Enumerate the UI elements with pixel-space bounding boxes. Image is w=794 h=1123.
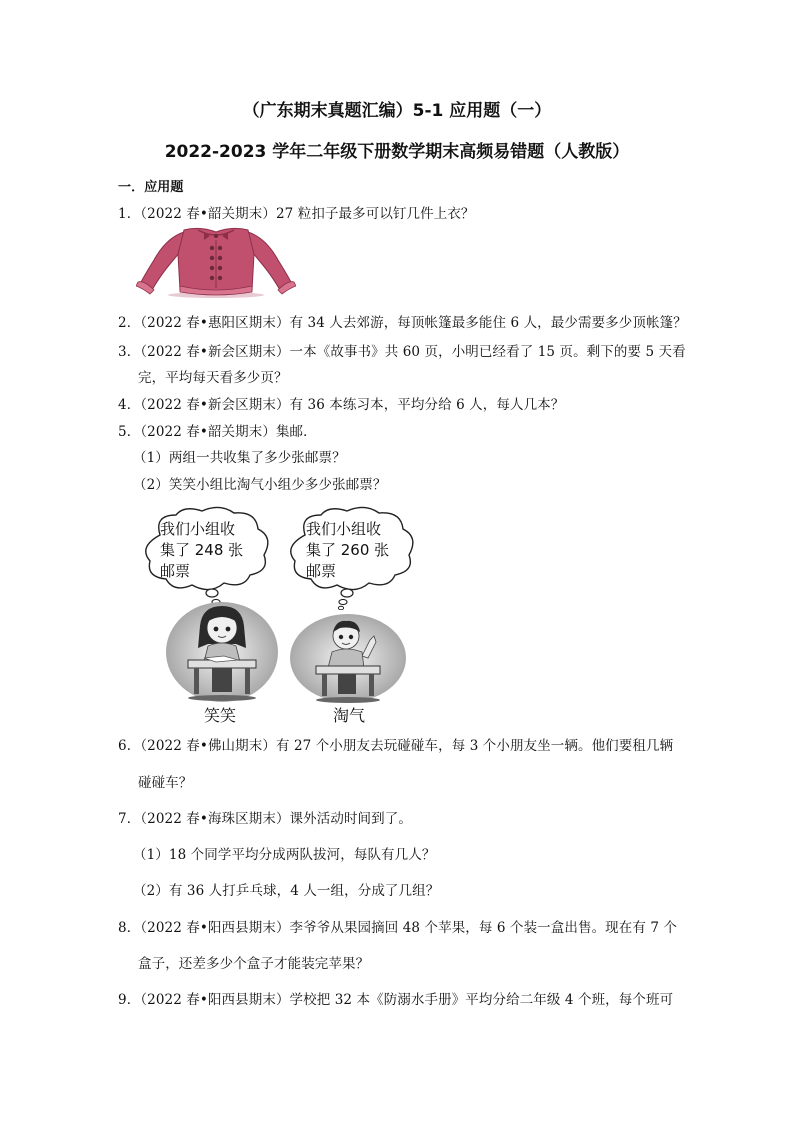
question-2: 2．（2022 春•惠阳区期末）有 34 人去郊游，每顶帐篷最多能住 6 人，最少需要多少顶帐篷？	[118, 315, 687, 331]
question-6-line-1: 6．（2022 春•佛山期末）有 27 个小朋友去玩碰碰车，每 3 个小朋友坐一辆。他们要租几辆	[118, 738, 674, 754]
name-label-xiaoxiao: 笑笑	[204, 706, 237, 725]
question-6-line-2: 碰碰车？	[138, 775, 193, 791]
question-8-line-2: 盒子，还差多少个盒子才能装完苹果？	[138, 956, 370, 972]
document-subtitle: 2022-2023 学年二年级下册数学期末高频易错题（人教版）	[164, 142, 630, 162]
boy-at-desk-image	[290, 612, 406, 704]
question-7-part-1: （1）18 个同学平均分成两队拔河，每队有几人？	[133, 847, 436, 863]
girl-at-desk-image	[166, 600, 278, 704]
bubble-left-line-2: 集了 248 张	[160, 541, 244, 559]
question-3-line-1: 3．（2022 春•新会区期末）一本《故事书》共 60 页，小明已经看了 15 页。剩下的要 5 天看	[118, 344, 686, 360]
question-7: 7．（2022 春•海珠区期末）课外活动时间到了。	[118, 811, 412, 827]
bubble-right-line-3: 邮票	[306, 562, 337, 580]
question-5-part-2: （2）笑笑小组比淘气小组少多少张邮票？	[133, 477, 387, 493]
name-label-taoqi: 淘气	[333, 706, 366, 725]
sweater-image	[136, 224, 296, 300]
question-5: 5．（2022 春•韶关期末）集邮．	[118, 424, 317, 440]
question-9-line-1: 9．（2022 春•阳西县期末）学校把 32 本《防溺水手册》平均分给二年级 4 个班，每个班可	[118, 992, 674, 1008]
question-8-line-1: 8．（2022 春•阳西县期末）李爷爷从果园摘回 48 个苹果，每 6 个装一盒出售。现在有 7 个	[118, 920, 678, 936]
bubble-right-line-1: 我们小组收	[306, 520, 382, 538]
question-7-part-2: （2）有 36 人打乒乓球，4 人一组，分成了几组？	[133, 883, 440, 899]
question-4: 4．（2022 春•新会区期末）有 36 本练习本，平均分给 6 人，每人几本？	[118, 397, 565, 413]
document-title: （广东期末真题汇编）5-1 应用题（一）	[242, 101, 552, 121]
bubble-right-line-2: 集了 260 张	[306, 541, 390, 559]
bubble-left-line-1: 我们小组收	[160, 520, 236, 538]
question-1: 1．（2022 春•韶关期末）27 粒扣子最多可以钉几件上衣？	[118, 206, 475, 222]
question-3-line-2: 完，平均每天看多少页？	[138, 370, 288, 386]
bubble-left-line-3: 邮票	[160, 562, 191, 580]
section-heading: 一．应用题	[118, 180, 184, 195]
question-5-part-1: （1）两组一共收集了多少张邮票？	[133, 450, 346, 466]
